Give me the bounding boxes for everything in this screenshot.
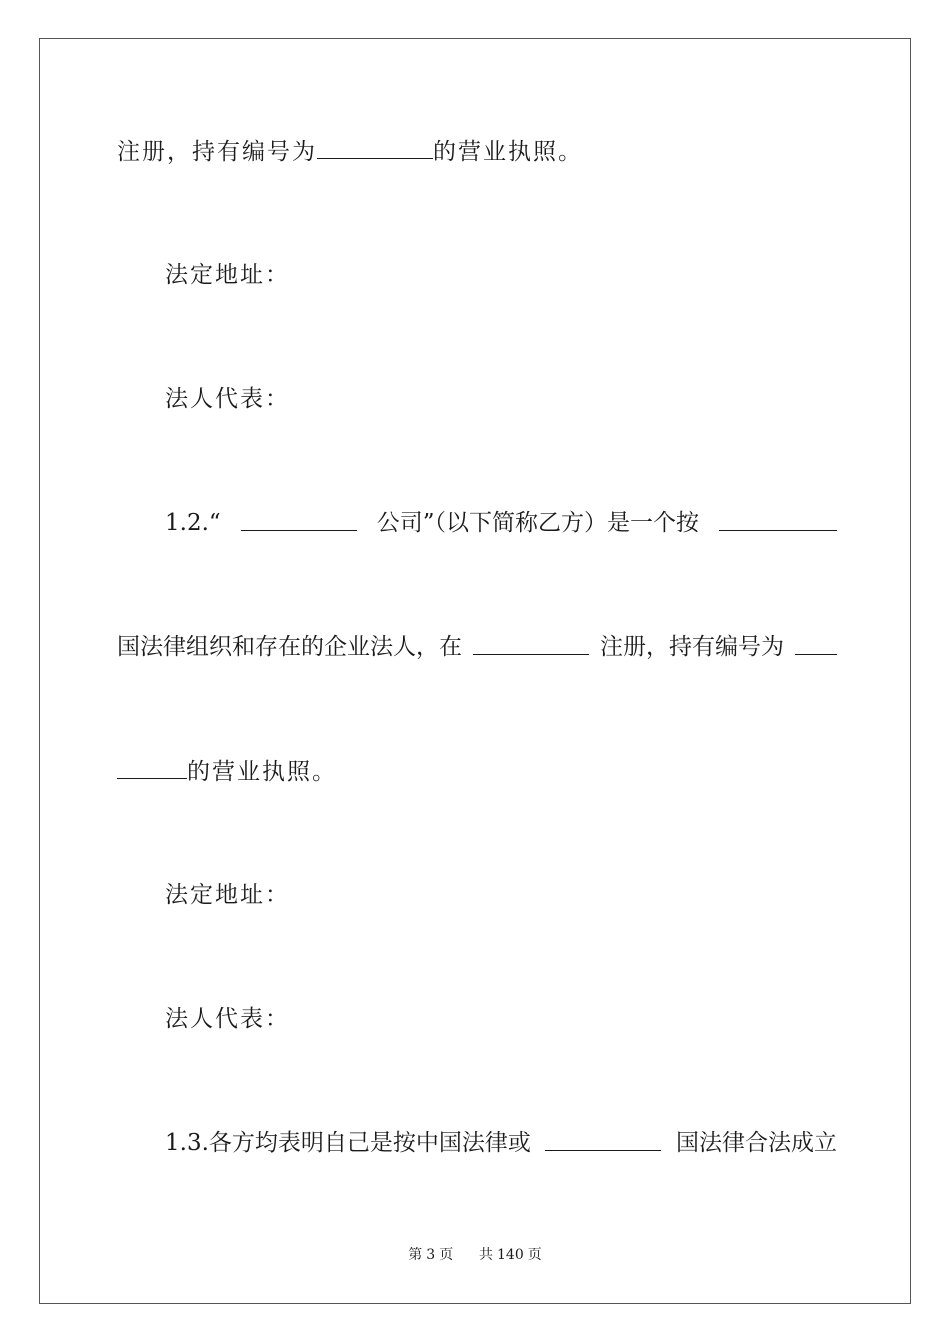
text-segment: 公司”（以下简称乙方）是一个按 [376,510,699,536]
text-segment: 国法律合法成立 [675,1130,837,1156]
text-line-1 [117,136,837,167]
text-segment: 法人代表： [165,1006,290,1032]
text-line-8 [165,1004,837,1034]
page-frame [39,38,911,1304]
fill-blank [795,632,837,655]
page-footer [0,1246,950,1264]
text-segment: 的营业执照。 [187,759,337,785]
text-line-2 [165,260,837,290]
fill-blank [241,508,357,531]
text-segment: 法定地址： [165,262,290,288]
text-segment: 注册，持有编号为 [600,634,784,660]
text-segment: 法定地址： [165,882,290,908]
text-line-5 [117,632,837,662]
text-line-4 [165,508,837,538]
fill-blank [545,1128,661,1151]
text-segment: 国法律组织和存在的企业法人，在 [117,634,462,660]
fill-blank [117,756,187,779]
text-segment: 法人代表： [165,386,290,412]
text-segment: 注册，持有编号为 [117,139,317,165]
text-line-7 [165,880,837,910]
total-pages-label: 共 140 页 [479,1247,542,1263]
text-segment: 1.2.“ [165,510,221,536]
text-line-6 [117,756,837,787]
text-segment: 的营业执照。 [433,139,583,165]
fill-blank [473,632,589,655]
text-segment: 1.3.各方均表明自己是按中国法律或 [165,1130,531,1156]
page-number-label: 第 3 页 [408,1247,454,1263]
fill-blank [317,136,433,159]
text-line-3 [165,384,837,414]
fill-blank [719,508,837,531]
text-line-9 [165,1128,837,1158]
